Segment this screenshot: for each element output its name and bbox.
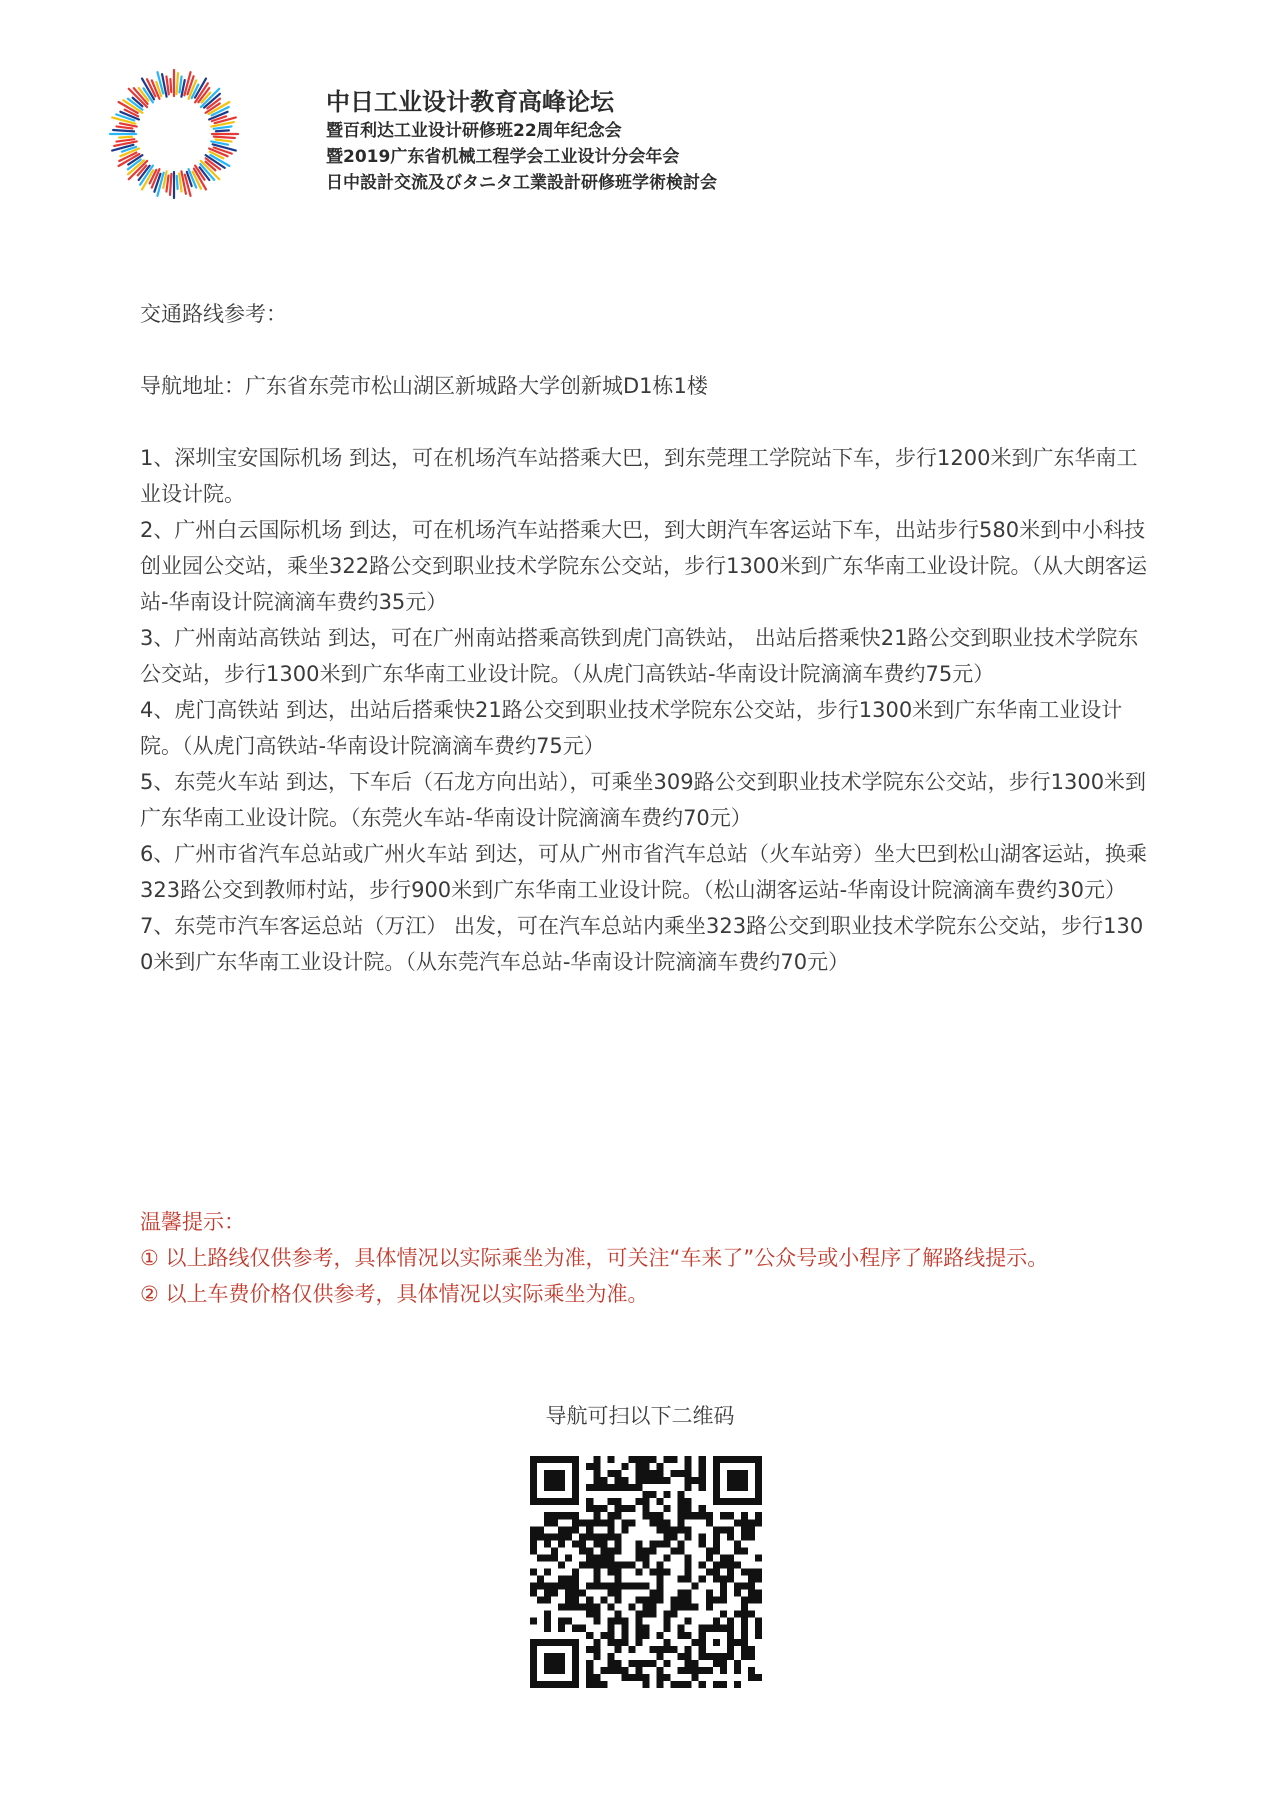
forum-title: 中日工业设计教育高峰论坛 xyxy=(326,88,614,116)
tip-2: ② 以上车费价格仅供参考，具体情况以实际乘坐为准。 xyxy=(140,1282,649,1306)
route-3: 3、广州南站高铁站 到达，可在广州南站搭乘高铁到虎门高铁站， 出站后搭乘快21路公交到职业技术学院东公交站，步行1300米到广东华南工业设计院。（从虎门高铁站-华南设计院滴滴车费约75元） xyxy=(140,626,1139,686)
forum-subtitle-2: 暨2019广东省机械工程学会工业设计分会年会 xyxy=(326,147,680,167)
forum-subtitle-1: 暨百利达工业设计研修班22周年纪念会 xyxy=(326,121,622,141)
route-1: 1、深圳宝安国际机场 到达，可在机场汽车站搭乘大巴，到东莞理工学院站下车，步行1200米到广东华南工业设计院。 xyxy=(140,446,1138,506)
qr-caption: 导航可扫以下二维码 xyxy=(545,1404,735,1428)
header-text xyxy=(326,86,717,196)
header xyxy=(104,64,1204,214)
tip-1: ① 以上路线仅供参考，具体情况以实际乘坐为准，可关注“车来了”公众号或小程序了解路线提示。 xyxy=(140,1246,1049,1270)
route-2: 2、广州白云国际机场 到达，可在机场汽车站搭乘大巴，到大朗汽车客运站下车，出站步行580米到中小科技创业园公交站，乘坐322路公交到职业技术学院东公交站，步行1300米到广东华南工业设计院。（从大朗客运站-华南设计院滴滴车费约35元） xyxy=(140,518,1148,614)
directions-heading: 交通路线参考： xyxy=(140,302,287,326)
navigation-address: 导航地址：广东省东莞市松山湖区新城路大学创新城D1栋1楼 xyxy=(140,374,708,398)
route-7: 7、东莞市汽车客运总站（万江） 出发，可在汽车总站内乘坐323路公交到职业技术学院东公交站，步行1300米到广东华南工业设计院。（从东莞汽车总站-华南设计院滴滴车费约70元） xyxy=(140,914,1144,974)
route-6: 6、广州市省汽车总站或广州火车站 到达，可从广州市省汽车总站（火车站旁）坐大巴到松山湖客运站，换乘323路公交到教师村站，步行900米到广东华南工业设计院。（松山湖客运站-华南设计院滴滴车费约30元） xyxy=(140,842,1148,902)
forum-logo xyxy=(104,64,244,204)
forum-subtitle-3: 日中設計交流及びタニタ工業設計研修班学術検討会 xyxy=(326,173,717,193)
tips-heading: 温馨提示： xyxy=(140,1210,245,1234)
route-4: 4、虎门高铁站 到达，出站后搭乘快21路公交到职业技术学院东公交站，步行1300米到广东华南工业设计院。（从虎门高铁站-华南设计院滴滴车费约75元） xyxy=(140,698,1123,758)
qr-code[interactable] xyxy=(530,1456,762,1688)
directions-section xyxy=(140,296,1150,980)
route-5: 5、东莞火车站 到达，下车后（石龙方向出站），可乘坐309路公交到职业技术学院东公交站，步行1300米到广东华南工业设计院。（东莞火车站-华南设计院滴滴车费约70元） xyxy=(140,770,1147,830)
tips-section xyxy=(140,1204,1150,1312)
